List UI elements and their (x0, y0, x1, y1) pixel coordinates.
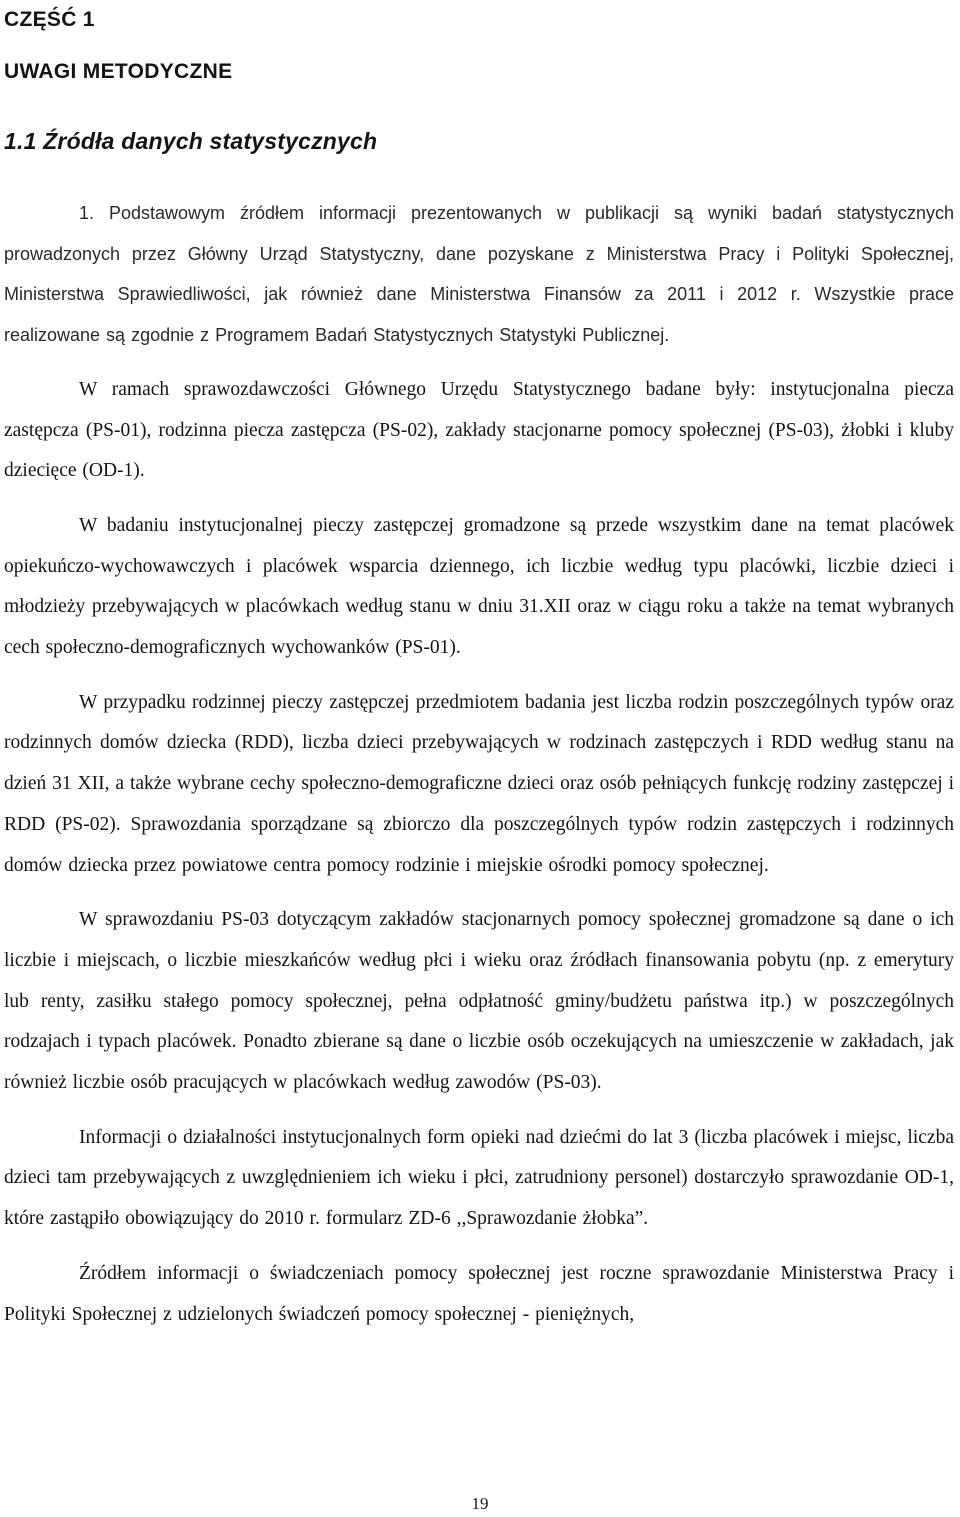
section-title: 1.1 Źródła danych statystycznych (4, 128, 378, 154)
chapter-title: UWAGI METODYCZNE (4, 60, 233, 83)
paragraph-data-sources: 1. Podstawowym źródłem informacji prezentowanych w publikacji są wyniki badań statystycznych prowadzonych przez Główny Urząd Statystyczny, dane pozyskane z Ministerstwa Pracy i Polityki Społecznej, Ministerstwa Sprawiedliwości, jak również dane Ministerstwa Finansów za 2011 i 2012 r. Wszystkie prace realizowane są zgodnie z Programem Badań Statystycznych Statystyki Publicznej. (4, 203, 954, 346)
part-title: CZĘŚĆ 1 (4, 8, 95, 31)
paragraph-institutional-care: W badaniu instytucjonalnej pieczy zastępczej gromadzone są przede wszystkim dane na temat placówek opiekuńczo-wychowawczych i placówek wsparcia dziennego, ich liczbie według typu placówki, liczbie dzieci i młodzieży przebywających w placówkach według stanu w dniu 31.XII oraz w ciągu roku a także na temat wybranych cech społeczno-demograficznych wychowanków (PS-01). (4, 514, 954, 659)
document-body (4, 193, 954, 1349)
paragraph-ps03-report: W sprawozdaniu PS-03 dotyczącym zakładów stacjonarnych pomocy społecznej gromadzone są dane o ich liczbie i miejscach, o liczbie mieszkańców według płci i wieku oraz źródłach finansowania pobytu (np. z emerytury lub renty, zasiłku stałego pomocy społecznej, pełna odpłatność gminy/budżetu państwa itp.) w poszczególnych rodzajach i typach placówek. Ponadto zbierane są dane o liczbie osób oczekujących na umieszczenie w zakładach, jak również liczbie osób pracujących w placówkach według zawodów (PS-03). (4, 909, 954, 1094)
paragraph-family-care: W przypadku rodzinnej pieczy zastępczej przedmiotem badania jest liczba rodzin poszczególnych typów oraz rodzinnych domów dziecka (RDD), liczba dzieci przebywających w rodzinach zastępczych i RDD według stanu na dzień 31 XII, a także wybrane cechy społeczno-demograficzne dzieci oraz osób pełniących funkcję rodziny zastępczej i RDD (PS-02). Sprawozdania sporządzane są zbiorczo dla poszczególnych typów rodzin zastępczych i rodzinnych domów dziecka przez powiatowe centra pomocy rodzinie i miejskie ośrodki pomocy społecznej. (4, 691, 954, 876)
page-number: 19 (471, 1494, 489, 1513)
paragraph-gus-reporting: W ramach sprawozdawczości Głównego Urzędu Statystycznego badane były: instytucjonalna piecza zastępcza (PS-01), rodzinna piecza zastępcza (PS-02), zakłady stacjonarne pomocy społecznej (PS-03), żłobki i kluby dziecięce (OD-1). (4, 378, 954, 482)
paragraph-social-assistance: Źródłem informacji o świadczeniach pomocy społecznej jest roczne sprawozdanie Ministerstwa Pracy i Polityki Społecznej z udzielonych świadczeń pomocy społecznej - pieniężnych, (4, 1262, 954, 1325)
paragraph-od1-report: Informacji o działalności instytucjonalnych form opieki nad dziećmi do lat 3 (liczba placówek i miejsc, liczba dzieci tam przebywających z uwzględnieniem ich wieku i płci, zatrudniony personel) dostarczyło sprawozdanie OD-1, które zastąpiło obowiązujący do 2010 r. formularz ZD-6 ,,Sprawozdanie żłobka”. (4, 1126, 954, 1230)
